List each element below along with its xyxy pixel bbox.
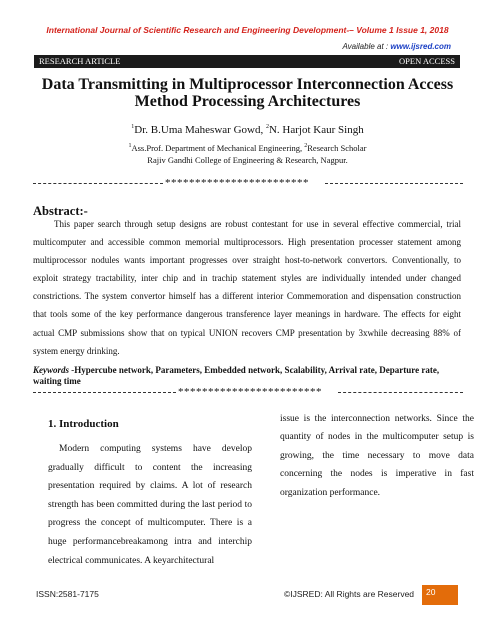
affiliation-line-2: Rajiv Gandhi College of Engineering & Research, Nagpur.: [147, 155, 348, 165]
affiliation-role: Research Scholar: [307, 143, 367, 153]
issn: ISSN:2581-7175: [36, 589, 99, 599]
intro-heading: 1. Introduction: [48, 418, 119, 430]
page-footer: [0, 585, 495, 605]
author2-sup: 2: [265, 124, 269, 130]
separator-top: [33, 177, 463, 189]
separator-dash-left: [33, 183, 163, 184]
available-label: Available at :: [342, 42, 389, 51]
author2: N. Harjot Kaur Singh: [268, 124, 364, 136]
authors: [0, 124, 495, 136]
research-article-label: RESEARCH ARTICLE: [39, 56, 121, 66]
keywords-text: Hypercube network, Parameters, Embedded network, Scalability, Arrival rate, Departure rate, waiting time: [33, 365, 440, 386]
author1: Dr. B.Uma Maheswar Gowd,: [134, 124, 266, 136]
separator-dash-left: [33, 392, 176, 393]
separator-stars: ************************: [178, 386, 322, 398]
article-type-bar: [34, 55, 460, 68]
separator-dash-right: [338, 392, 463, 393]
open-access-label: OPEN ACCESS: [399, 56, 455, 66]
page-number: 20: [422, 585, 458, 605]
abstract-text: This paper search through setup designs are robust contestant for use in several effective commercial, trial multicomputer and accessible common memorial multiprocessors. High presentation processer statement among multiprocessor nodules wants important progresses over straight host-to-network convertors. Conventionally, to exploit strategy tractability, inter chip and in trachip statement styles are individually intended under changed constrictions. The system convertor himself has a different interior Commemoration and dispensation construction that tools some of the key performance dangerous transference layer meanings in hardware. The effects for eight actual CMP submissions show that on typical UNION recovers CMP presentation by 3xwhile decreasing 88% of system energy drinking.: [33, 219, 461, 356]
intro-text-left: Modern computing systems have develop gradually difficult to content the increasing presentation required by claims. A lot of research strength has been committed during the last period to progress the concept of multicomputer. There is a huge performancebreakamong intra and interchip electrical communicates. A keyarchitectural: [48, 444, 252, 566]
author1-sup: 1: [131, 124, 135, 130]
copyright: ©IJSRED: All Rights are Reserved: [284, 589, 415, 599]
affil1-sup: 1: [128, 143, 132, 149]
abstract-heading: Abstract:-: [33, 204, 88, 218]
keywords: [33, 365, 461, 387]
separator-stars: ************************: [165, 177, 309, 189]
journal-header: International Journal of Scientific Research and Engineering Development-– Volume 1 Issue 1, 2018: [46, 25, 449, 35]
intro-right-column: [280, 410, 474, 502]
separator-bottom: [33, 386, 463, 398]
separator-dash-right: [325, 183, 463, 184]
affiliation-line-1: [0, 143, 495, 153]
intro-left-column: [48, 418, 252, 570]
affil2-sup: 2: [304, 143, 308, 149]
availability-line: [342, 42, 451, 51]
paper-title: Data Transmitting in Multiprocessor Interconnection Access Method Processing Architectures: [41, 76, 454, 110]
keywords-label: Keywords -: [33, 365, 75, 375]
intro-text-right: issue is the interconnection networks. Since the quantity of nodes in the multicomputer setup is growing, the time necessary to move data concerning the nodes is imperative in fast organization performance.: [280, 414, 474, 498]
affiliation-dept: Ass.Prof. Department of Mechanical Engineering,: [131, 143, 305, 153]
journal-url[interactable]: www.ijsred.com: [390, 42, 451, 51]
